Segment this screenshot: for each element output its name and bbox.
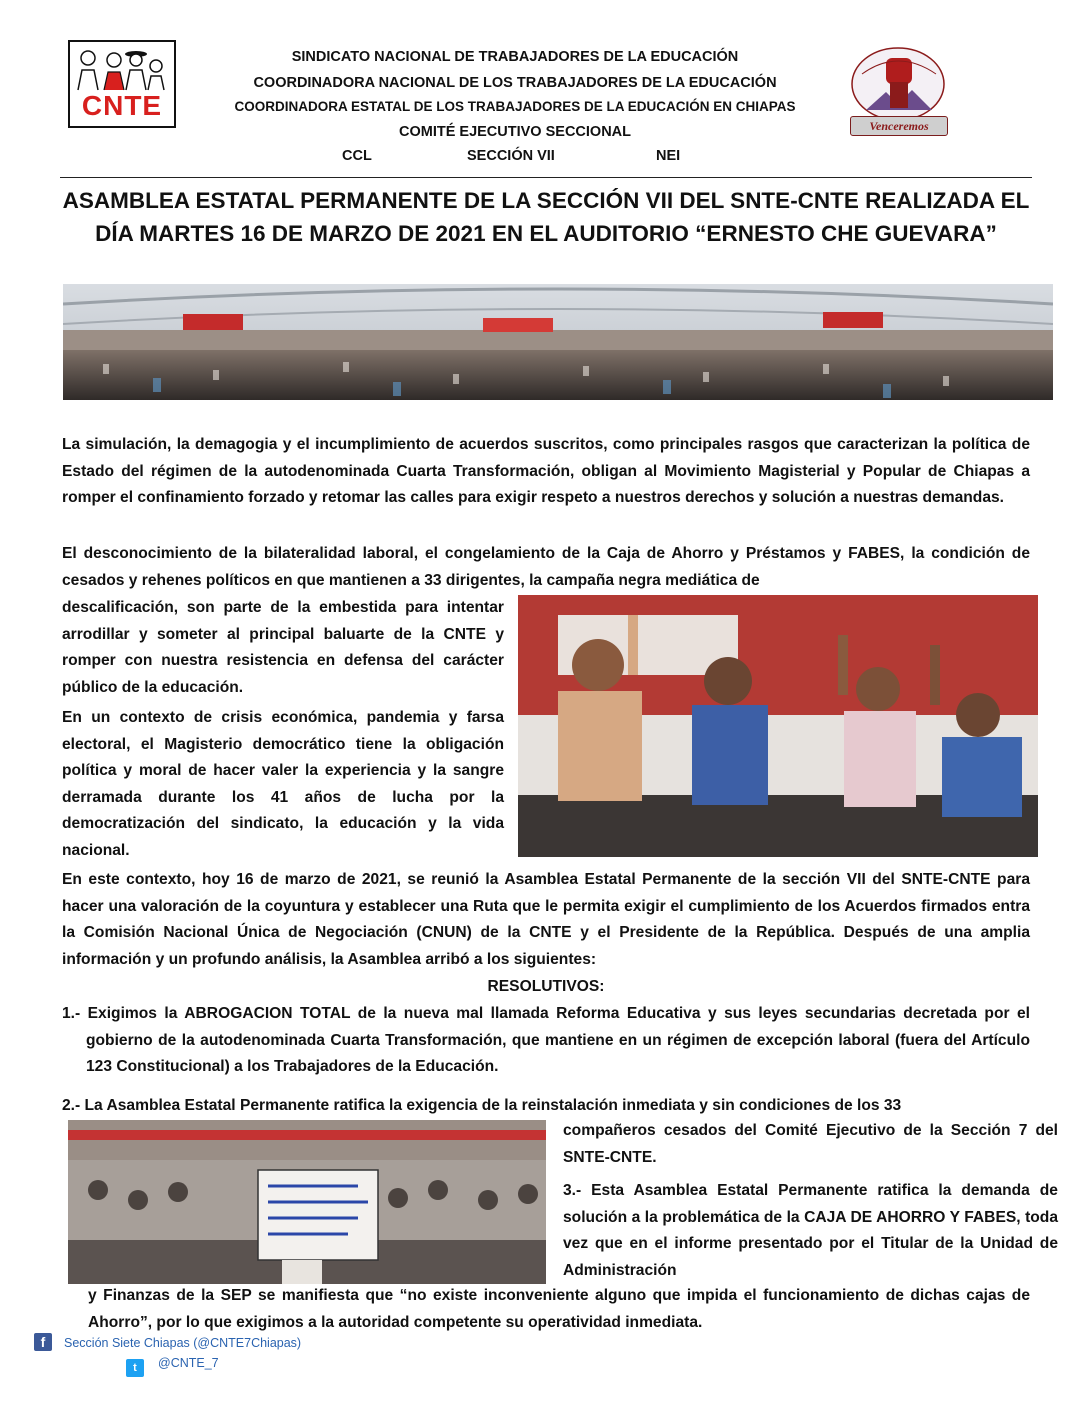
header-seccion: SECCIÓN VII: [467, 148, 555, 164]
title-line-2: DÍA MARTES 16 DE MARZO DE 2021 EN EL AUDITORIO “ERNESTO CHE GUEVARA”: [95, 221, 997, 246]
resolutivo-1: 1.- Exigimos la ABROGACION TOTAL de la nueva mal llamada Reforma Educativa y sus leyes secundarias decretada por el gobierno de la autodenominada Cuarta Transformación, que mantiene en un régimen de excepción laboral (fuera del Artículo 123 Constitucional) a los Trabajadores de la Educación.: [62, 1005, 1030, 1075]
assembly-protest-photo: [68, 1120, 546, 1284]
resolutivo-2-continued: compañeros cesados del Comité Ejecutivo de la Sección 7 del SNTE-CNTE.: [563, 1122, 1058, 1166]
resolutivo-3: 3.- Esta Asamblea Estatal Permanente ratifica la demanda de solución a la problemática de la CAJA DE AHORRO Y FABES, toda vez que en el informe presentado por el Titular de la Unidad de Administración: [563, 1182, 1058, 1279]
cnte-logo-text: CNTE: [81, 90, 163, 121]
twitter-handle[interactable]: @CNTE_7: [158, 1356, 219, 1370]
venceremos-banner: Venceremos: [850, 116, 948, 136]
header-divider: [60, 177, 1032, 178]
twitter-icon[interactable]: t: [126, 1359, 144, 1377]
resolutivos-heading: RESOLUTIVOS:: [487, 978, 605, 995]
header-line-3: COORDINADORA ESTATAL DE LOS TRABAJADORES DE LA EDUCACIÓN EN CHIAPAS: [234, 99, 796, 114]
header-line-2: COORDINADORA NACIONAL DE LOS TRABAJADORES DE LA EDUCACIÓN: [253, 75, 777, 91]
header-line-4: COMITÉ EJECUTIVO SECCIONAL: [398, 124, 632, 140]
cnte-figures-illustration: [74, 46, 168, 92]
facebook-handle[interactable]: Sección Siete Chiapas (@CNTE7Chiapas): [64, 1336, 302, 1350]
header-line-1: SINDICATO NACIONAL DE TRABAJADORES DE LA EDUCACIÓN: [291, 49, 739, 65]
assembly-panorama-photo: [63, 284, 1053, 400]
title-line-1: ASAMBLEA ESTATAL PERMANENTE DE LA SECCIÓN VII DEL SNTE-CNTE REALIZADA EL: [62, 188, 1030, 213]
venceremos-logo: [846, 44, 950, 138]
paragraph-2-intro: El desconocimiento de la bilateralidad laboral, el congelamiento de la Caja de Ahorro y Préstamos y FABES, la condición de cesados y rehenes políticos en que mantienen a 33 dirigentes, la campaña negra mediática de: [62, 545, 1030, 589]
resolutivo-3-continued: y Finanzas de la SEP se manifiesta que “no existe inconveniente alguno que impida el funcionamiento de dichas cajas de Ahorro”, por lo que exigimos a la autoridad competente su operatividad inmediata.: [88, 1287, 1030, 1331]
paragraph-2-continued: descalificación, son parte de la embestida para intentar arrodillar y someter al principal baluarte de la CNTE y romper con nuestra resistencia en defensa del carácter público de la educación.: [62, 599, 504, 696]
header-ccl: CCL: [342, 148, 372, 164]
paragraph-4: En este contexto, hoy 16 de marzo de 2021, se reunió la Asamblea Estatal Permanente de la sección VII del SNTE-CNTE para hacer una valoración de la coyuntura y establecer una Ruta que le permita exigir el cumplimiento de los Acuerdos firmados entra la Comisión Nacional Única de Negociación (CNUN) de la CNTE y el Presidente de la República. Después de una amplia información y un profundo análisis, la Asamblea arribó a los siguientes:: [62, 871, 1030, 968]
leaders-raising-fists-photo: [518, 595, 1038, 857]
cnte-logo: [68, 40, 176, 128]
page-title: [60, 184, 1032, 250]
facebook-icon[interactable]: f: [34, 1333, 52, 1351]
paragraph-3: En un contexto de crisis económica, pandemia y farsa electoral, el Magisterio democrático tiene la obligación política y moral de hacer valer la experiencia y la sangre derramada durante los 41 años de lucha por la democratización del sindicato, la educación y la vida nacional.: [62, 709, 504, 859]
raised-fist-icon: [846, 44, 950, 124]
resolutivo-2-intro: 2.- La Asamblea Estatal Permanente ratifica la exigencia de la reinstalación inmediata y sin condiciones de los 33: [62, 1097, 902, 1114]
paragraph-1: La simulación, la demagogia y el incumplimiento de acuerdos suscritos, como principales rasgos que caracterizan la política de Estado del régimen de la autodenominada Cuarta Transformación, obligan al Movimiento Magisterial y Popular de Chiapas a romper el confinamiento forzado y retomar las calles para exigir respeto a nuestros derechos y solución a nuestras demandas.: [62, 436, 1030, 506]
header-nei: NEI: [656, 148, 681, 164]
